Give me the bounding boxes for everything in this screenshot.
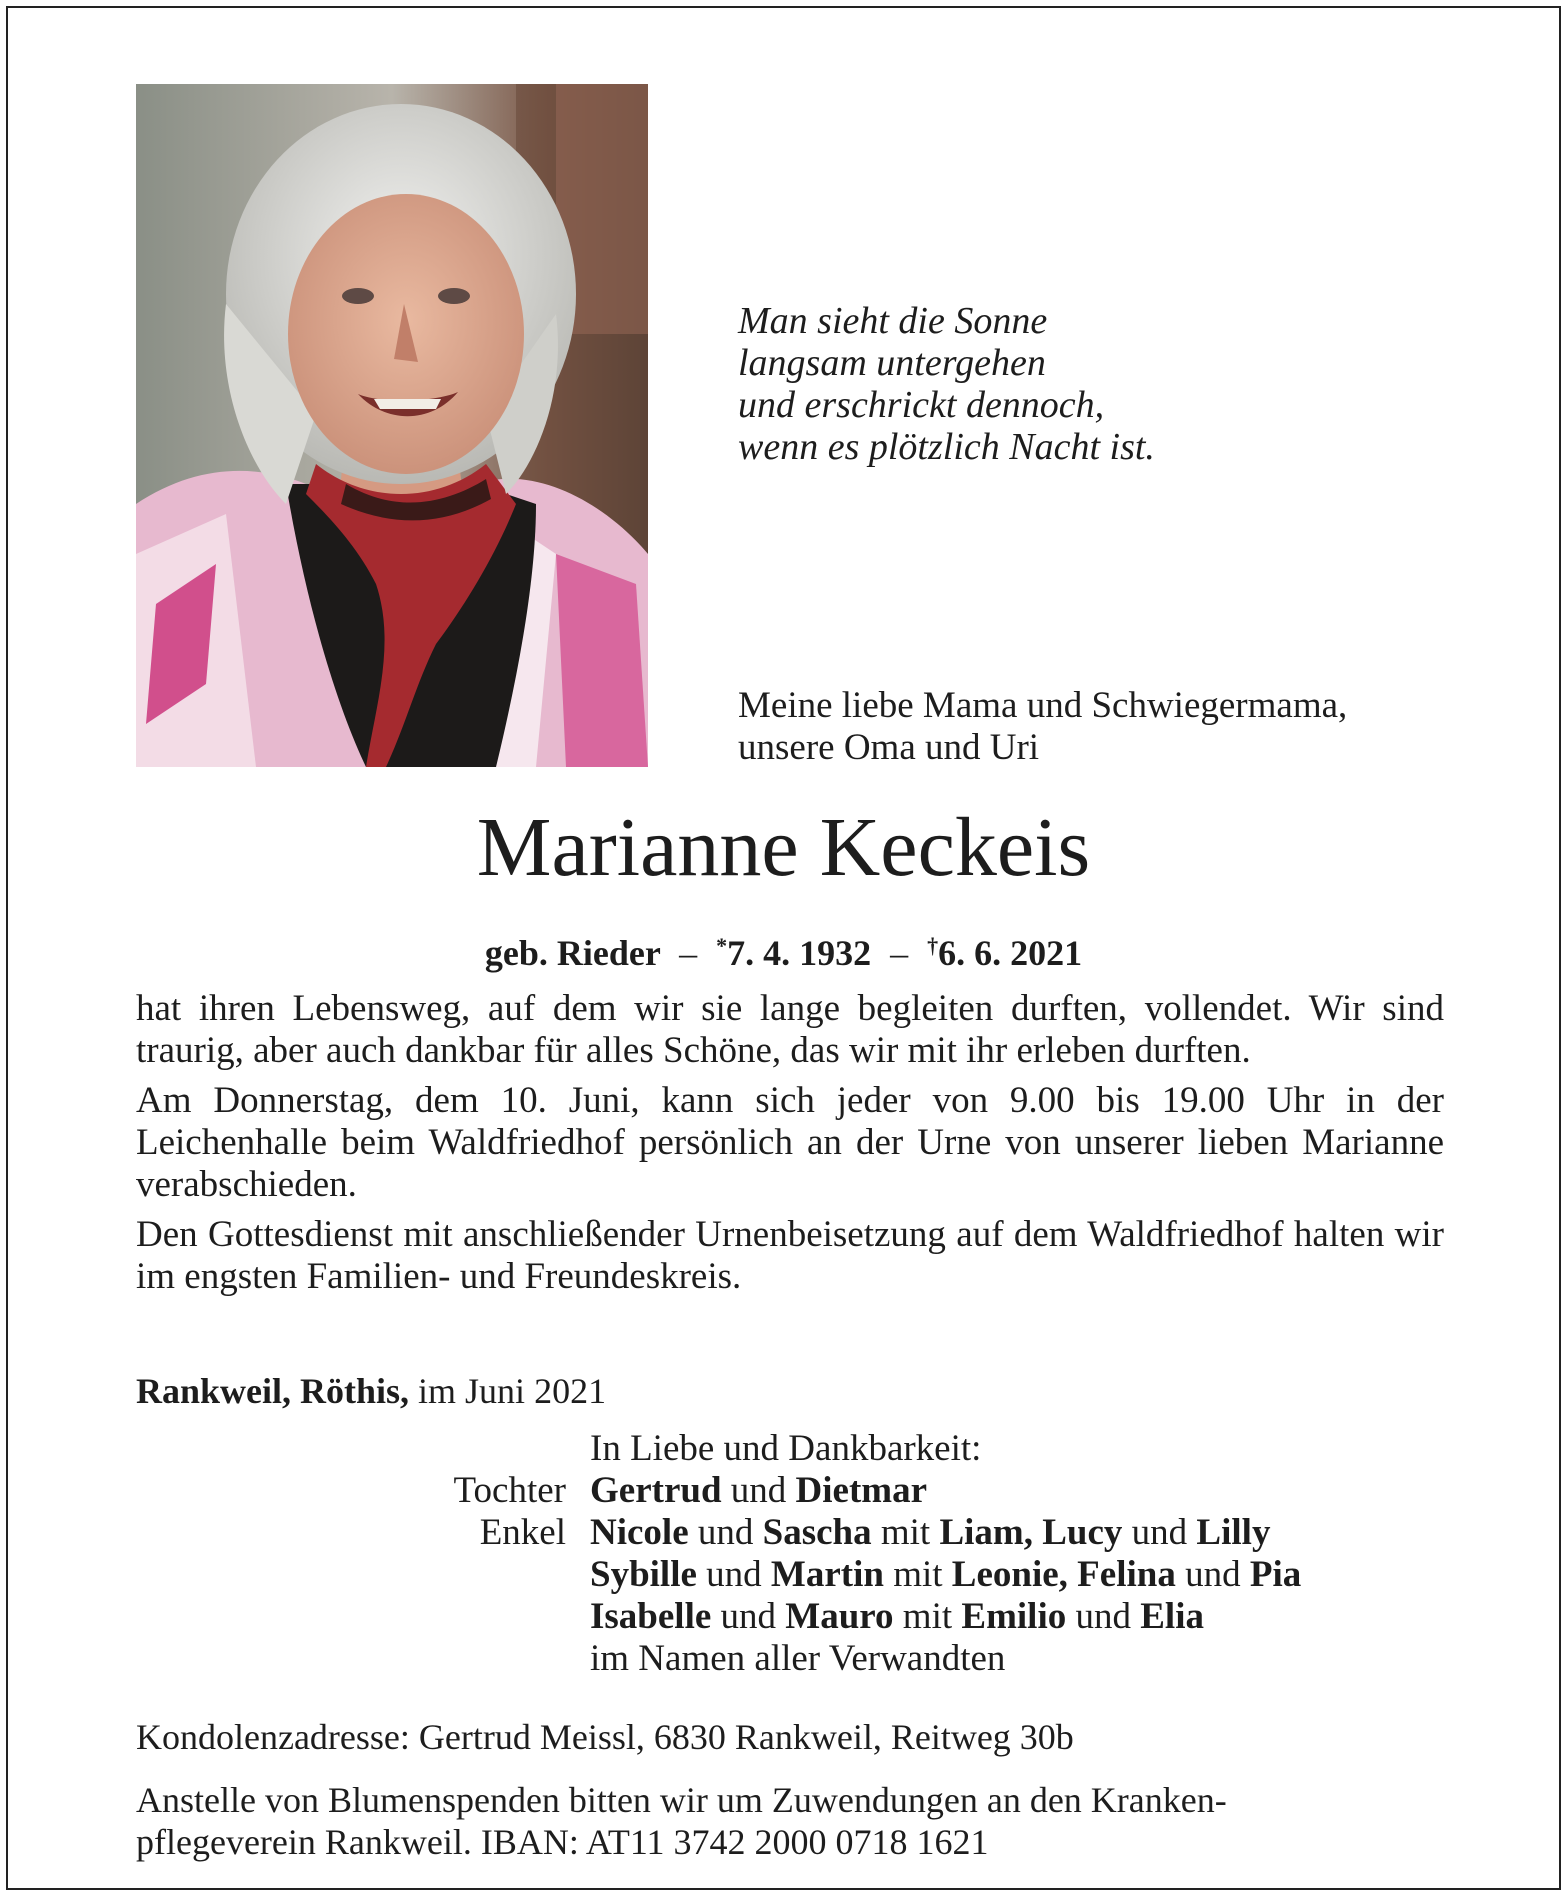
- connector-text: mit: [871, 1512, 940, 1553]
- quote-line: Man sieht die Sonne: [738, 300, 1048, 342]
- intro-line: Meine liebe Mama und Schwiegermama,: [738, 685, 1348, 726]
- member-name: Dietmar: [795, 1470, 928, 1511]
- donation-line: Anstelle von Blumenspenden bitten wir um Zuwendungen an den Kranken-: [136, 1780, 1227, 1820]
- intro-text: [738, 685, 1347, 769]
- family-row: [8, 1554, 1559, 1596]
- member-name: Isabelle: [590, 1596, 712, 1637]
- death-date: 6. 6. 2021: [938, 933, 1083, 973]
- member-name: Sybille: [590, 1554, 697, 1595]
- member-name: Gertrud: [590, 1470, 722, 1511]
- connector-text: und: [711, 1596, 786, 1637]
- birth-symbol: *: [716, 933, 728, 958]
- dash-separator: –: [890, 933, 909, 973]
- obituary-notice: [6, 6, 1561, 1890]
- connector-text: mit: [893, 1596, 962, 1637]
- announcement-body: [136, 988, 1444, 1306]
- member-name: Emilio: [961, 1596, 1067, 1637]
- connector-text: und: [688, 1512, 763, 1553]
- family-signatures: [8, 1428, 1559, 1680]
- birth-date: 7. 4. 1932: [727, 933, 872, 973]
- place-towns: Rankweil, Röthis,: [136, 1371, 410, 1411]
- member-name: Liam, Lucy: [939, 1512, 1123, 1553]
- family-members: [590, 1470, 927, 1512]
- family-row: [8, 1512, 1559, 1554]
- life-dates: [8, 922, 1559, 977]
- family-role: Tochter: [453, 1470, 566, 1511]
- member-name: Mauro: [785, 1596, 894, 1637]
- family-role: Enkel: [479, 1512, 566, 1553]
- donation-line: pflegeverein Rankweil. IBAN: AT11 3742 2000 0718 1621: [136, 1822, 989, 1862]
- connector-text: und: [696, 1554, 771, 1595]
- family-members: [590, 1554, 1301, 1596]
- family-closing: im Namen aller Verwandten: [590, 1638, 1006, 1679]
- death-symbol: †: [927, 933, 939, 958]
- family-members: [590, 1596, 1204, 1638]
- connector-text: und: [1122, 1512, 1197, 1553]
- member-name: Martin: [770, 1554, 884, 1595]
- family-heading: In Liebe und Dankbarkeit:: [590, 1428, 982, 1469]
- paragraph: Den Gottesdienst mit anschließender Urnenbeisetzung auf dem Waldfriedhof halten wir im engsten Familien- und Freundeskreis.: [136, 1214, 1444, 1297]
- maiden-name: geb. Rieder: [484, 933, 661, 973]
- family-closing-row: [8, 1638, 1559, 1680]
- portrait-photo: [136, 84, 648, 767]
- family-heading-row: [8, 1428, 1559, 1470]
- quote-line: und erschrickt dennoch,: [738, 384, 1105, 426]
- member-name: Nicole: [590, 1512, 689, 1553]
- place-month: im Juni 2021: [418, 1371, 607, 1411]
- paragraph: hat ihren Lebensweg, auf dem wir sie lange begleiten durften, vollendet. Wir sind traurig, aber auch dankbar für alles Schöne, das wir mit ihr erleben durften.: [136, 988, 1444, 1071]
- connector-text: und: [721, 1470, 796, 1511]
- connector-text: mit: [883, 1554, 952, 1595]
- memorial-quote: [738, 300, 1155, 468]
- member-name: Leonie, Felina: [951, 1554, 1176, 1595]
- deceased-name: Marianne Keckeis: [476, 801, 1091, 894]
- condolence-address: Kondolenzadresse: Gertrud Meissl, 6830 Rankweil, Reitweg 30b: [136, 1717, 1074, 1757]
- quote-line: wenn es plötzlich Nacht ist.: [738, 426, 1155, 468]
- member-name: Lilly: [1196, 1512, 1271, 1553]
- quote-line: langsam untergehen: [738, 342, 1046, 384]
- paragraph: Am Donnerstag, dem 10. Juni, kann sich jeder von 9.00 bis 19.00 Uhr in der Leichenhalle beim Waldfriedhof persönlich an der Urne von unserer lieben Marianne verabschieden.: [136, 1080, 1444, 1205]
- family-row: [8, 1470, 1559, 1512]
- member-name: Sascha: [762, 1512, 872, 1553]
- donation-note: [136, 1779, 1444, 1863]
- dash-separator: –: [679, 933, 698, 973]
- intro-line: unsere Oma und Uri: [738, 727, 1040, 768]
- family-members: [590, 1512, 1270, 1554]
- connector-text: und: [1066, 1596, 1141, 1637]
- member-name: Pia: [1249, 1554, 1302, 1595]
- connector-text: und: [1175, 1554, 1250, 1595]
- family-row: [8, 1596, 1559, 1638]
- member-name: Elia: [1140, 1596, 1204, 1637]
- place-date: [136, 1370, 606, 1412]
